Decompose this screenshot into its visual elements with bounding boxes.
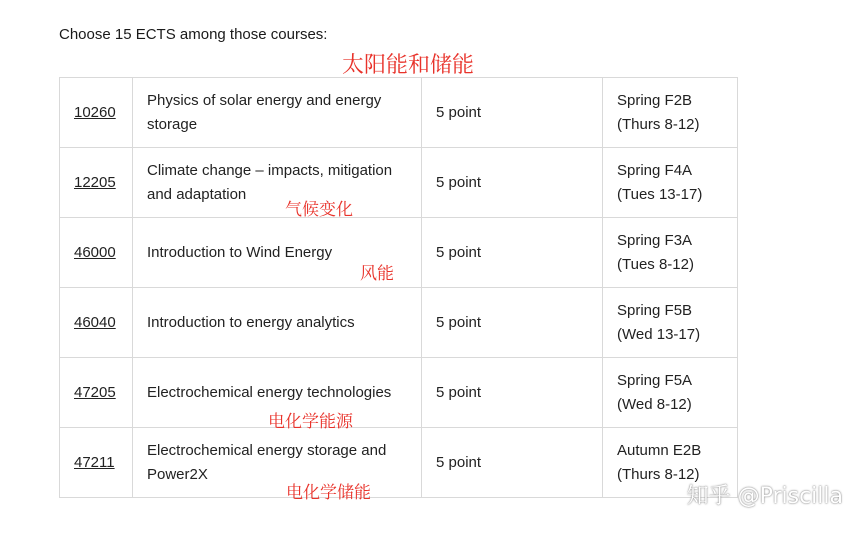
course-title-line: and adaptation [147, 185, 247, 203]
course-points: 5 point [422, 218, 603, 288]
schedule-line: (Tues 13-17) [617, 185, 703, 203]
schedule-line: Spring F4A [617, 161, 693, 179]
course-code-link[interactable]: 47211 [74, 453, 115, 471]
annotation-climate: 气候变化 [285, 200, 353, 220]
course-title-cell [133, 148, 422, 218]
course-schedule-cell [603, 218, 738, 288]
course-title-cell [133, 428, 422, 498]
schedule-line: Spring F5A [617, 371, 693, 389]
schedule-line: (Tues 8-12) [617, 255, 694, 273]
course-title-cell [133, 78, 422, 148]
course-schedule-cell [603, 288, 738, 358]
course-title-line: Electrochemical energy technologies [147, 383, 392, 401]
course-points: 5 point [422, 358, 603, 428]
schedule-line: (Wed 8-12) [617, 395, 692, 413]
course-code-link[interactable]: 10260 [74, 103, 116, 121]
course-schedule-cell [603, 78, 738, 148]
course-code-cell [60, 78, 133, 148]
course-code-cell [60, 428, 133, 498]
course-points: 5 point [422, 288, 603, 358]
schedule-line: Spring F5B [617, 301, 693, 319]
schedule-line: (Thurs 8-12) [617, 465, 700, 483]
course-points: 5 point [422, 428, 603, 498]
course-code-cell [60, 148, 133, 218]
course-code-cell [60, 358, 133, 428]
courses-table [59, 77, 738, 498]
table-row [60, 148, 738, 218]
annotation-wind: 风能 [360, 264, 394, 284]
course-title-line: Electrochemical energy storage and [147, 441, 387, 459]
course-title-line: storage [147, 115, 198, 133]
intro-text: Choose 15 ECTS among those courses: [59, 26, 328, 43]
course-title-line: Physics of solar energy and energy [147, 91, 382, 109]
course-title-cell [133, 288, 422, 358]
course-code-link[interactable]: 46040 [74, 313, 116, 331]
course-schedule-cell [603, 148, 738, 218]
watermark: 知乎 @Priscilla [686, 484, 843, 509]
course-title-line: Climate change – impacts, mitigation [147, 161, 393, 179]
course-schedule-cell [603, 358, 738, 428]
annotation-storage: 电化学储能 [286, 483, 371, 503]
annotation-electrochem: 电化学能源 [268, 412, 353, 432]
course-points: 5 point [422, 148, 603, 218]
course-code-link[interactable]: 47205 [74, 383, 116, 401]
schedule-line: Spring F3A [617, 231, 693, 249]
schedule-line: (Thurs 8-12) [617, 115, 700, 133]
schedule-line: (Wed 13-17) [617, 325, 701, 343]
table-row [60, 218, 738, 288]
course-code-link[interactable]: 46000 [74, 243, 116, 261]
course-points: 5 point [422, 78, 603, 148]
course-title-line: Power2X [147, 465, 208, 483]
table-row [60, 428, 738, 498]
course-code-cell [60, 218, 133, 288]
annotation-title: 太阳能和储能 [342, 53, 475, 78]
course-title-line: Introduction to Wind Energy [147, 243, 333, 261]
schedule-line: Autumn E2B [617, 441, 702, 459]
table-row [60, 288, 738, 358]
table-row [60, 78, 738, 148]
course-code-link[interactable]: 12205 [74, 173, 116, 191]
schedule-line: Spring F2B [617, 91, 693, 109]
course-code-cell [60, 288, 133, 358]
course-title-line: Introduction to energy analytics [147, 313, 355, 331]
table-row [60, 358, 738, 428]
